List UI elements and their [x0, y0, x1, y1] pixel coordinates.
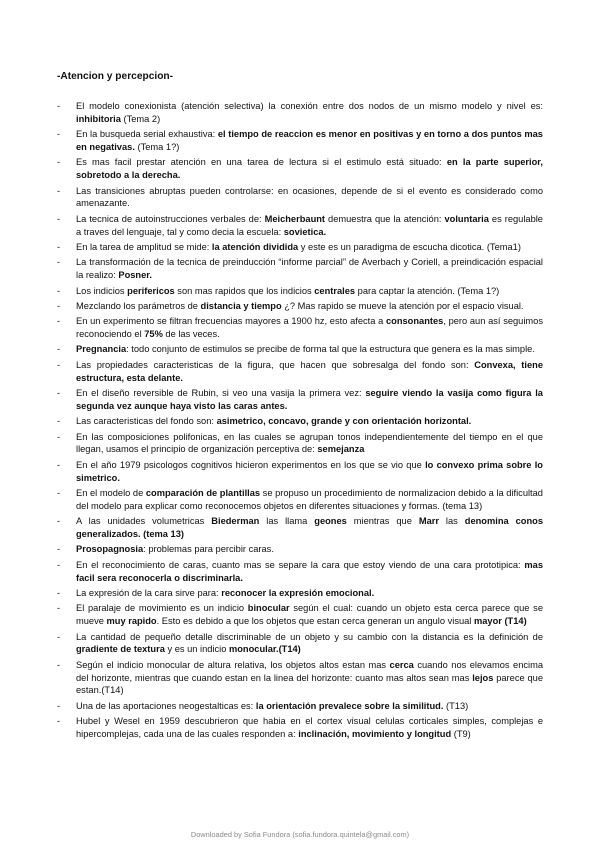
item-text: Es mas facil prestar atención en una tarea de lectura si el estimulo está situado:: [76, 157, 447, 168]
bullet-marker: -: [57, 700, 61, 711]
item-text: de las veces.: [162, 329, 220, 340]
list-item: [57, 185, 543, 211]
item-text: (T9): [451, 728, 471, 739]
bullet-list: [57, 100, 543, 743]
item-text: Las caracteristicas del fondo son:: [76, 416, 217, 427]
bullet-marker: -: [57, 659, 61, 670]
item-text: (Tema 2): [120, 113, 161, 124]
bold-text: seguire viendo la vasija como figura la segunda vez aunque haya visto las caras antes.: [76, 388, 543, 411]
item-text: En el diseño reversible de Rubin, si veo una vasija la primera vez:: [76, 388, 366, 399]
list-item: [57, 459, 543, 485]
item-text: (Tema 1?): [134, 141, 180, 152]
bold-text: asimetrico, concavo, grande y con orientación horizontal.: [216, 416, 472, 427]
bold-text: cerca: [389, 659, 414, 670]
list-item: [57, 543, 543, 556]
item-text: El paralaje de movimiento es un indicio: [76, 603, 248, 614]
bullet-marker: -: [57, 185, 61, 196]
item-text: : todo conjunto de estimulos se precibe de forma tal que la estructura que genera es la mas simple.: [126, 344, 535, 355]
bullet-marker: -: [57, 388, 61, 399]
bold-text: mayor (T14): [473, 616, 527, 627]
item-text: y es un indicio: [164, 644, 229, 655]
item-text: En la busqueda serial exhaustiva:: [76, 129, 218, 140]
bold-text: semejanza: [317, 444, 365, 455]
list-item: [57, 602, 543, 628]
item-text: es regulable a traves del lenguaje, tal y como decia la escuela:: [76, 213, 543, 237]
item-text: Según el indicio monocular de altura relativa, los objetos altos estan mas: [76, 659, 390, 670]
item-text: son mas rapidos que los indicios: [174, 285, 315, 296]
item-text: Las transiciones abruptas pueden controlarse: en ocasiones, depende de si el evento es considerado como amenazante.: [76, 185, 543, 209]
bold-text: reconocer la expresión emocional.: [221, 587, 375, 598]
bullet-marker: -: [57, 603, 61, 614]
bullet-marker: -: [57, 344, 61, 355]
bold-text: inhibitoria: [76, 113, 121, 124]
item-text: Las propiedades caracteristicas de la figura, que hacen que sobresalga del fondo son:: [76, 359, 475, 370]
bullet-marker: -: [57, 716, 61, 727]
bold-text: muy rapido: [106, 616, 157, 627]
bold-text: lejos: [472, 672, 494, 683]
bold-text: geones: [314, 516, 347, 527]
list-item: [57, 631, 543, 657]
bold-text: monocular.(T14): [228, 644, 301, 655]
bold-text: lo convexo prima sobre lo simetrico.: [76, 459, 543, 483]
page-title: -Atencion y percepcion-: [57, 71, 174, 82]
bullet-marker: -: [57, 257, 61, 268]
item-text: según el cual: cuando un objeto esta cerca parece que se mueve: [76, 603, 543, 627]
bold-text: Pregnancia: [76, 344, 127, 355]
item-text: En un experimento se filtran frecuencias mayores a 1900 hz, esto afecta a: [76, 316, 386, 327]
bullet-marker: -: [57, 157, 61, 168]
item-text: En la tarea de amplitud se mide:: [76, 241, 212, 252]
list-item: [57, 241, 543, 254]
bullet-marker: -: [57, 101, 61, 111]
list-item: [57, 343, 543, 356]
item-text: La expresión de la cara sirve para:: [76, 587, 222, 598]
bold-text: Biederman: [211, 516, 260, 527]
item-text: El modelo conexionista (atención selectiva) la conexión entre dos nodos de un mismo modelo y nivel es:: [76, 101, 543, 111]
item-text: parece que estan.(T14): [76, 672, 543, 696]
bullet-marker: -: [57, 316, 61, 327]
bold-text: la orientación prevalece sobre la similitud.: [255, 700, 444, 711]
list-item: [57, 359, 543, 385]
bold-text: binocular: [247, 603, 290, 614]
bold-text: consonantes: [385, 316, 444, 327]
item-text: Mezclando los parámetros de: [76, 300, 201, 311]
list-item: [57, 587, 543, 600]
item-text: En el año 1979 psicologos cognitivos hicieron experimentos en los que se vio que: [76, 459, 426, 470]
bold-text: Prosopagnosia: [76, 544, 144, 555]
item-text: : problemas para percibir caras.: [143, 544, 274, 555]
bullet-marker: -: [57, 559, 61, 570]
bold-text: Posner.: [118, 270, 152, 281]
list-item: [57, 415, 543, 428]
bold-text: gradiente de textura: [76, 644, 165, 655]
item-text: (T13): [443, 700, 469, 711]
list-item: [57, 515, 543, 541]
bullet-marker: -: [57, 241, 61, 252]
list-item: [57, 100, 543, 126]
bold-text: Convexa, tiene estructura, esta delante.: [76, 359, 543, 383]
list-item: [57, 213, 543, 239]
item-text: En el reconocimiento de caras, cuanto mas se separe la cara que estoy viendo de una cara prototipica:: [76, 559, 525, 570]
bold-text: voluntaria: [444, 213, 489, 224]
bullet-marker: -: [57, 631, 61, 642]
item-text: La cantidad de pequeño detalle discriminable de un objeto y su cambio con la distancia es la definición de: [76, 631, 543, 642]
item-text: Una de las aportaciones neogestalticas es:: [76, 700, 256, 711]
bold-text: denomina conos generalizados. (tema 13): [76, 516, 543, 539]
item-text: mientras que: [346, 516, 419, 527]
list-item: [57, 285, 543, 298]
bullet-marker: -: [57, 300, 61, 311]
item-text: cuando nos elevamos encima del horizonte, mientras que cuando estan en la linea del horizonte: cuanto mas altos sean mas: [76, 659, 543, 683]
item-text: . Esto es debido a que los objetos que estan cerca generan un angulo visual: [156, 616, 474, 627]
list-item: [57, 256, 543, 282]
bullet-marker: -: [57, 544, 61, 555]
item-text: las: [438, 516, 465, 527]
list-item: [57, 431, 543, 457]
bold-text: perifericos: [127, 285, 175, 296]
item-text: y este es un paradigma de escucha dicotica. (Tema1): [298, 241, 521, 252]
list-item: [57, 387, 543, 413]
list-item: [57, 700, 543, 713]
bullet-marker: -: [57, 359, 61, 370]
bold-text: la atención dividida: [211, 241, 299, 252]
bold-text: Marr: [418, 516, 439, 527]
bold-text: inclinación, movimiento y longitud: [298, 728, 452, 739]
bold-text: sovietica.: [283, 226, 327, 237]
bold-text: en la parte superior, sobretodo a la derecha.: [76, 157, 543, 181]
bullet-marker: -: [57, 285, 61, 296]
bold-text: Meicherbaunt: [264, 213, 326, 224]
item-text: ¿? Mas rapido se mueve la atención por el espacio visual.: [281, 300, 524, 311]
list-item: [57, 300, 543, 313]
item-text: La transformación de la tecnica de preinducción “informe parcial” de Averbach y Coriell, a preindicación espacial la realizo:: [76, 257, 543, 281]
bold-text: comparación de plantillas: [145, 488, 261, 499]
item-text: para captar la atención. (Tema 1?): [355, 285, 500, 296]
bullet-marker: -: [57, 431, 61, 442]
list-item: [57, 128, 543, 154]
bold-text: el tiempo de reaccion es menor en positivas y en torno a dos puntos mas en negativas.: [76, 129, 543, 152]
bullet-marker: -: [57, 459, 61, 470]
item-text: En las composiciones polifonicas, en las cuales se agrupan tonos independientemente del tiempo en el que llegan, usamos el principio de organización perceptiva de:: [76, 431, 543, 455]
item-text: Los indicios: [76, 285, 128, 296]
item-text: , pero aun así seguimos reconociendo el: [76, 316, 543, 340]
list-item: [57, 659, 543, 697]
item-text: se propuso un procedimiento de normalizacion debido a la dificultad del modelo para explicar como reconocemos objetos en diferentes situaciones y formas. (tema 13): [76, 488, 543, 511]
bold-text: centrales: [314, 285, 356, 296]
bold-text: distancia y tiempo: [200, 300, 282, 311]
bullet-marker: -: [57, 488, 61, 499]
item-text: A las unidades volumetricas: [76, 516, 212, 527]
item-text: La tecnica de autoinstrucciones verbales de:: [76, 213, 265, 224]
bullet-marker: -: [57, 516, 61, 527]
download-footer: Downloaded by Sofia Fundora (sofia.fundora.quintela@gmail.com): [190, 830, 410, 839]
bullet-marker: -: [57, 416, 61, 427]
bullet-marker: -: [57, 129, 61, 140]
bold-text: 75%: [144, 329, 163, 340]
list-item: [57, 559, 543, 585]
item-text: las llama: [259, 516, 315, 527]
bullet-marker: -: [57, 213, 61, 224]
bold-text: mas facil sera reconocerla o discriminarla.: [76, 559, 543, 583]
list-item: [57, 487, 543, 513]
bullet-marker: -: [57, 587, 61, 598]
item-text: demuestra que la atención:: [325, 213, 445, 224]
list-item: [57, 715, 543, 741]
item-text: Hubel y Wesel en 1959 descubrieron que habia en el cortex visual celulas corticales simples, complejas e hipercomplejas, cada una de las cuales responden a:: [76, 716, 543, 739]
item-text: En el modelo de: [76, 488, 146, 499]
list-item: [57, 156, 543, 182]
list-item: [57, 315, 543, 341]
